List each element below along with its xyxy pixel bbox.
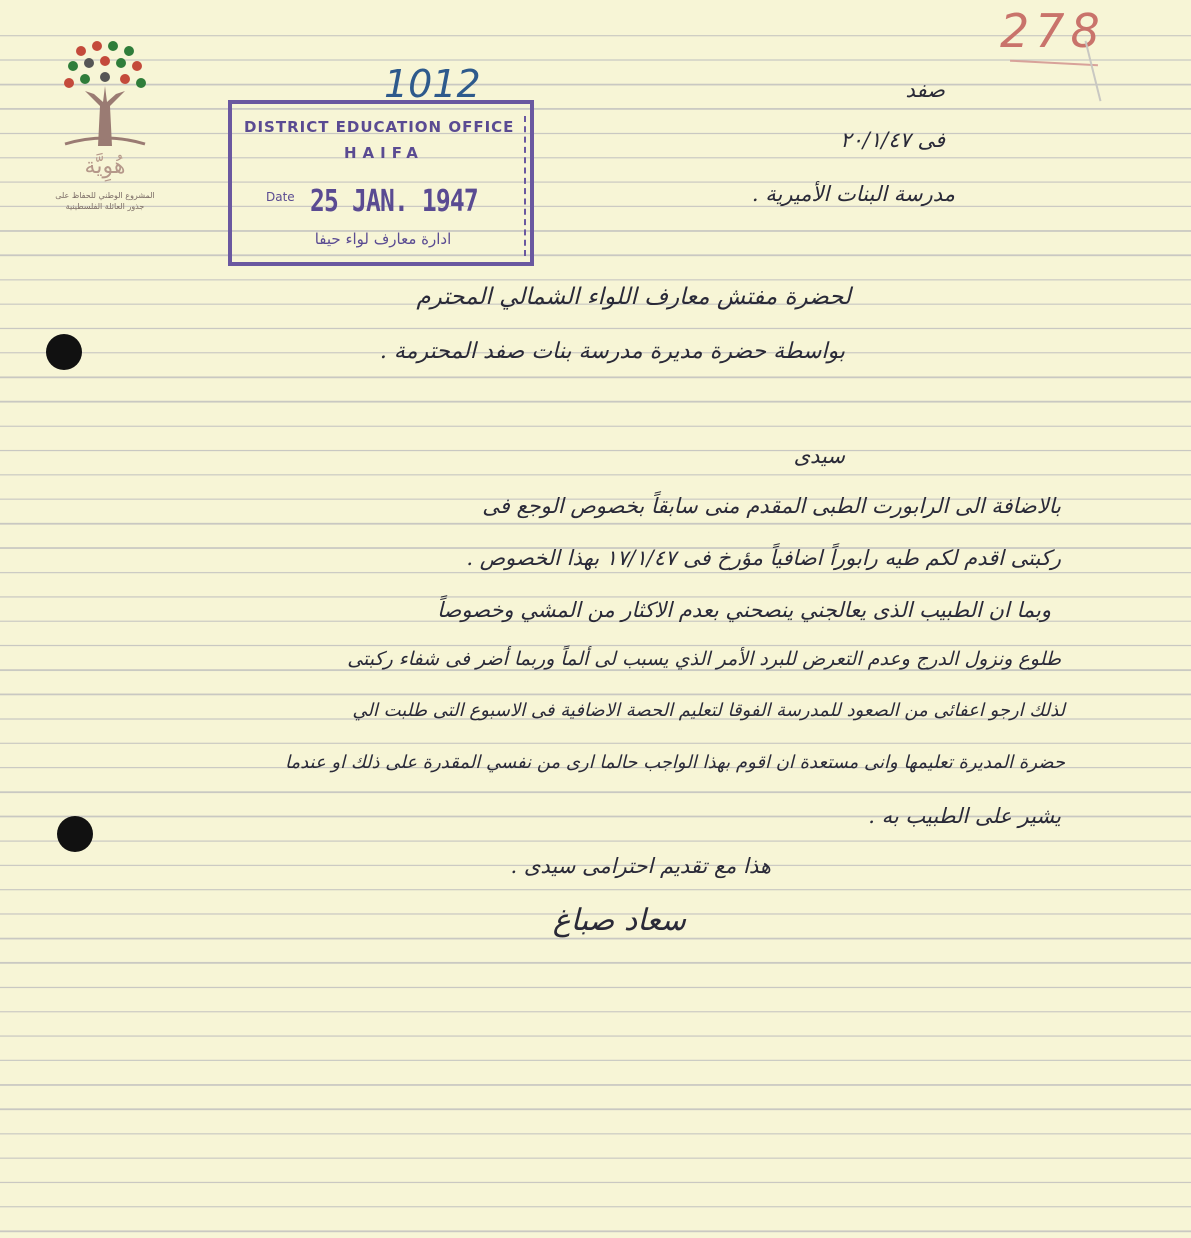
logo-tagline-2: جذور العائلة الفلسطينية: [65, 202, 145, 211]
stamp-edge: [521, 116, 526, 256]
body-line-7: يشير على الطبيب به .: [868, 804, 1061, 828]
body-line-2: ركبتى اقدم لكم طيه رابوراً اضافياً مؤرخ فى ١٧/١/٤٧ بهذا الخصوص .: [466, 546, 1061, 570]
logo-wordmark: هُوِيَّة: [84, 154, 126, 179]
stamp-date-label: Date: [266, 190, 295, 204]
stamp-date: 25 JAN. 1947: [310, 184, 478, 219]
signature: سعاد صباغ: [552, 903, 686, 938]
header-date: فى ٢٠/١/٤٧: [840, 128, 945, 152]
body-line-4: طلوع ونزول الدرج وعدم التعرض للبرد الأمر الذي يسبب لى ألماً وربما أضر فى شفاء ركبتى: [347, 648, 1061, 670]
header-city: صفد: [905, 78, 945, 102]
closing: هذا مع تقديم احترامى سيدى .: [510, 854, 771, 878]
heritage-logo: [50, 36, 160, 221]
archive-page-number: 278: [1000, 4, 1106, 58]
recipient-line-2: بواسطة حضرة مديرة مدرسة بنات صفد المحترمة .: [379, 339, 845, 364]
recipient-line-1: لحضرة مفتش معارف اللواء الشمالي المحترم: [416, 284, 851, 310]
body-line-5: لذلك ارجو اعفائى من الصعود للمدرسة الفوقا لتعليم الحصة الاضافية فى الاسبوع التى طلبت الي: [352, 700, 1065, 721]
punch-hole-top: [46, 334, 82, 370]
stamp-city: HAIFA: [344, 144, 424, 162]
file-number: 1012: [384, 62, 481, 106]
salutation: سيدى: [793, 444, 845, 468]
body-line-3: وبما ان الطبيب الذى يعالجني ينصحني بعدم الاكثار من المشي وخصوصاً: [437, 598, 1051, 622]
body-line-1: بالاضافة الى الرابورت الطبى المقدم منى سابقاً بخصوص الوجع فى: [482, 494, 1061, 518]
stamp-arabic-line: ادارة معارف لواء حيفا: [314, 230, 452, 248]
header-school: مدرسة البنات الأميرية .: [751, 182, 955, 206]
punch-hole-bottom: [57, 816, 93, 852]
page-number-underline: [1010, 60, 1098, 67]
family-tree-icon: [50, 36, 160, 156]
stamp-office-name: DISTRICT EDUCATION OFFICE: [244, 118, 515, 136]
tree-figures: [64, 41, 146, 146]
district-office-stamp: [228, 100, 534, 266]
logo-tagline-1: المشروع الوطني للحفاظ على: [55, 191, 155, 200]
body-line-6: حضرة المديرة تعليمها وانى مستعدة ان اقوم بهذا الواجب حالما ارى من نفسي المقدرة على ذلك او عندما: [284, 752, 1065, 773]
